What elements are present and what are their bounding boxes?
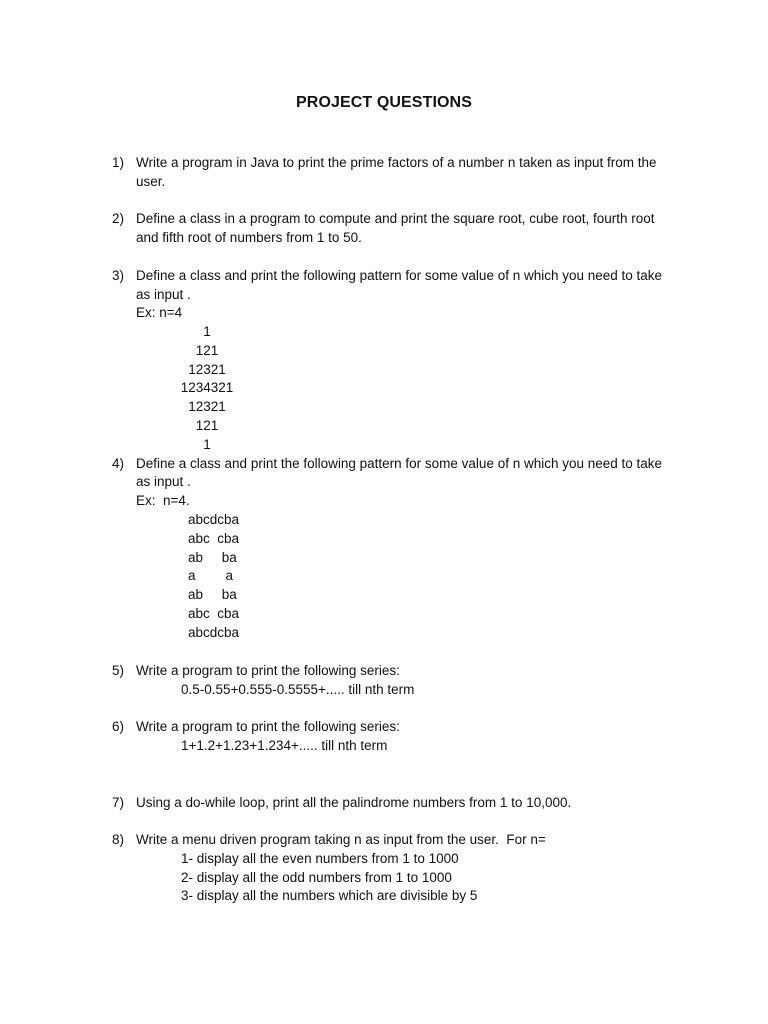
question-3-pattern-line: 1 [203,437,211,452]
question-3-pattern-line: 12321 [188,362,226,377]
question-3-text-line-2: as input . [136,287,191,302]
question-4-pattern-line: abcdcba [188,625,240,640]
question-3-pattern-line: 121 [195,343,219,358]
question-8-option: 3- display all the numbers which are divisible by 5 [181,888,478,903]
question-4-pattern-line: a a [188,568,234,583]
question-8-text: Write a menu driven program taking n as input from the user. For n= [136,832,546,847]
question-4-pattern-line: abc cba [188,531,240,546]
question-1-text-line-2: user. [136,174,166,189]
question-5-number: 5) [112,663,125,678]
question-6-text: Write a program to print the following series: [136,719,400,734]
question-2-number: 2) [112,211,125,226]
question-1-text-line-1: Write a program in Java to print the prime factors of a number n taken as input from the [136,155,657,170]
question-2-text-line-1: Define a class in a program to compute and print the square root, cube root, fourth root [136,211,655,226]
question-8-number: 8) [112,832,125,847]
question-4-pattern-line: ab ba [188,587,237,602]
question-3-example: Ex: n=4 [136,305,183,320]
question-4-number: 4) [112,456,125,471]
question-4-pattern-line: abc cba [188,606,240,621]
question-3-pattern-line: 12321 [188,399,226,414]
question-3-number: 3) [112,268,125,283]
question-4-pattern-line: abcdcba [188,512,240,527]
question-2-text-line-2: and fifth root of numbers from 1 to 50. [136,230,362,245]
question-6-series: 1+1.2+1.23+1.234+..... till nth term [181,738,388,753]
question-1-number: 1) [112,155,125,170]
question-4-text-line-2: as input . [136,474,191,489]
question-3-pattern-line: 1 [203,324,211,339]
page-title: PROJECT QUESTIONS [296,94,472,111]
question-3-pattern-line: 1234321 [180,380,234,395]
question-4-pattern-line: ab ba [188,550,237,565]
question-4-example: Ex: n=4. [136,493,190,508]
question-3-pattern-line: 121 [195,418,219,433]
question-8-option: 2- display all the odd numbers from 1 to 1000 [181,870,452,885]
question-6-number: 6) [112,719,125,734]
question-7-number: 7) [112,795,125,810]
question-5-series: 0.5-0.55+0.555-0.5555+..... till nth term [181,682,415,697]
question-8-option: 1- display all the even numbers from 1 to 1000 [181,851,459,866]
question-3-text-line-1: Define a class and print the following pattern for some value of n which you need to take [136,268,663,283]
question-5-text: Write a program to print the following series: [136,663,400,678]
question-7-text: Using a do-while loop, print all the palindrome numbers from 1 to 10,000. [136,795,572,810]
question-4-text-line-1: Define a class and print the following pattern for some value of n which you need to take [136,456,663,471]
